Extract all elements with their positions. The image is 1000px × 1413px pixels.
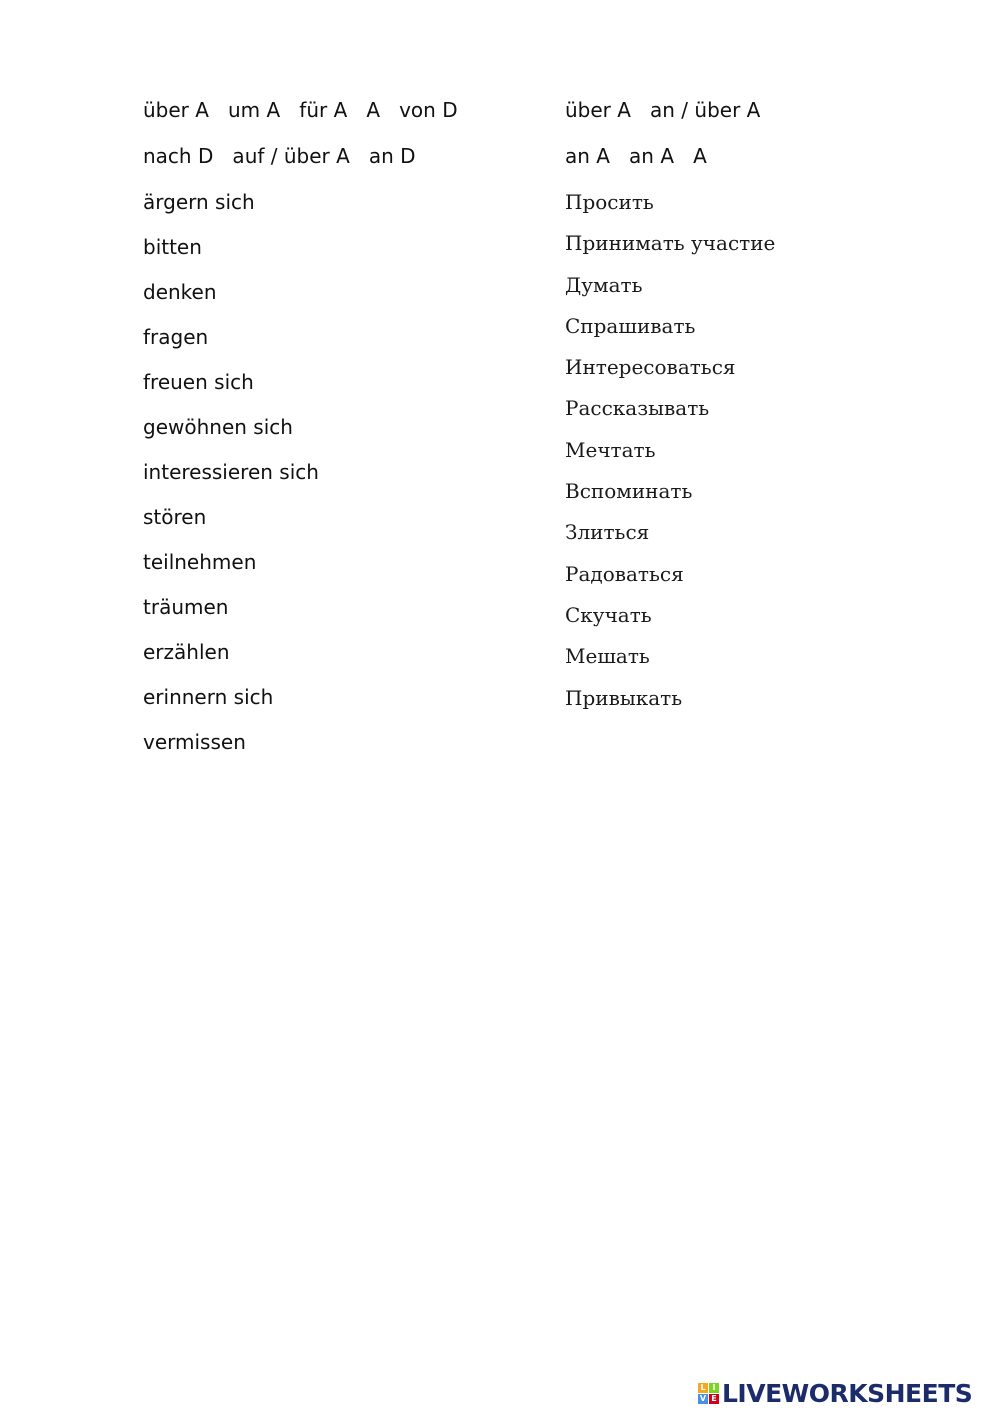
translation-item: Спрашивать [565,313,696,338]
verb-item: interessieren sich [143,460,319,484]
verb-item: erzählen [143,640,230,664]
translation-item: Принимать участие [565,231,776,256]
verb-item: erinnern sich [143,685,274,709]
translation-item: Злиться [565,520,650,545]
translation-item: Рассказывать [565,396,710,421]
verb-item: bitten [143,235,202,259]
translation-item: Вспоминать [565,479,693,504]
verb-item: ärgern sich [143,190,255,214]
verb-item: träumen [143,595,229,619]
logo-letter: I [709,1383,719,1393]
translation-item: Мечтать [565,437,656,462]
preposition-row-2: an A an A A [565,144,707,168]
translation-item: Скучать [565,602,652,627]
russian-column [565,96,965,725]
translation-item: Привыкать [565,685,683,710]
preposition-row-1: über A an / über A [565,98,761,122]
logo-letter: V [699,1393,707,1403]
translation-item: Просить [565,190,654,214]
verb-item: freuen sich [143,370,254,394]
translation-item: Думать [565,272,643,297]
preposition-row-2: nach D auf / über A an D [143,144,416,168]
translation-item: Мешать [565,644,650,669]
logo-text: LIVEWORKSHEETS [722,1378,973,1408]
preposition-row-1: über A um A für A A von D [143,98,458,122]
translation-item: Радоваться [565,561,684,586]
verb-item: gewöhnen sich [143,415,293,439]
liveworksheets-logo-icon [698,1383,719,1404]
logo-letter: L [698,1383,708,1393]
translation-item: Интересоваться [565,355,736,380]
logo-letter: E [709,1394,719,1404]
verb-item: vermissen [143,730,246,754]
verb-item: stören [143,505,207,529]
verb-item: fragen [143,325,209,349]
verb-item: denken [143,280,217,304]
liveworksheets-logo [698,1378,972,1408]
verb-item: teilnehmen [143,550,257,574]
german-column [143,96,543,773]
